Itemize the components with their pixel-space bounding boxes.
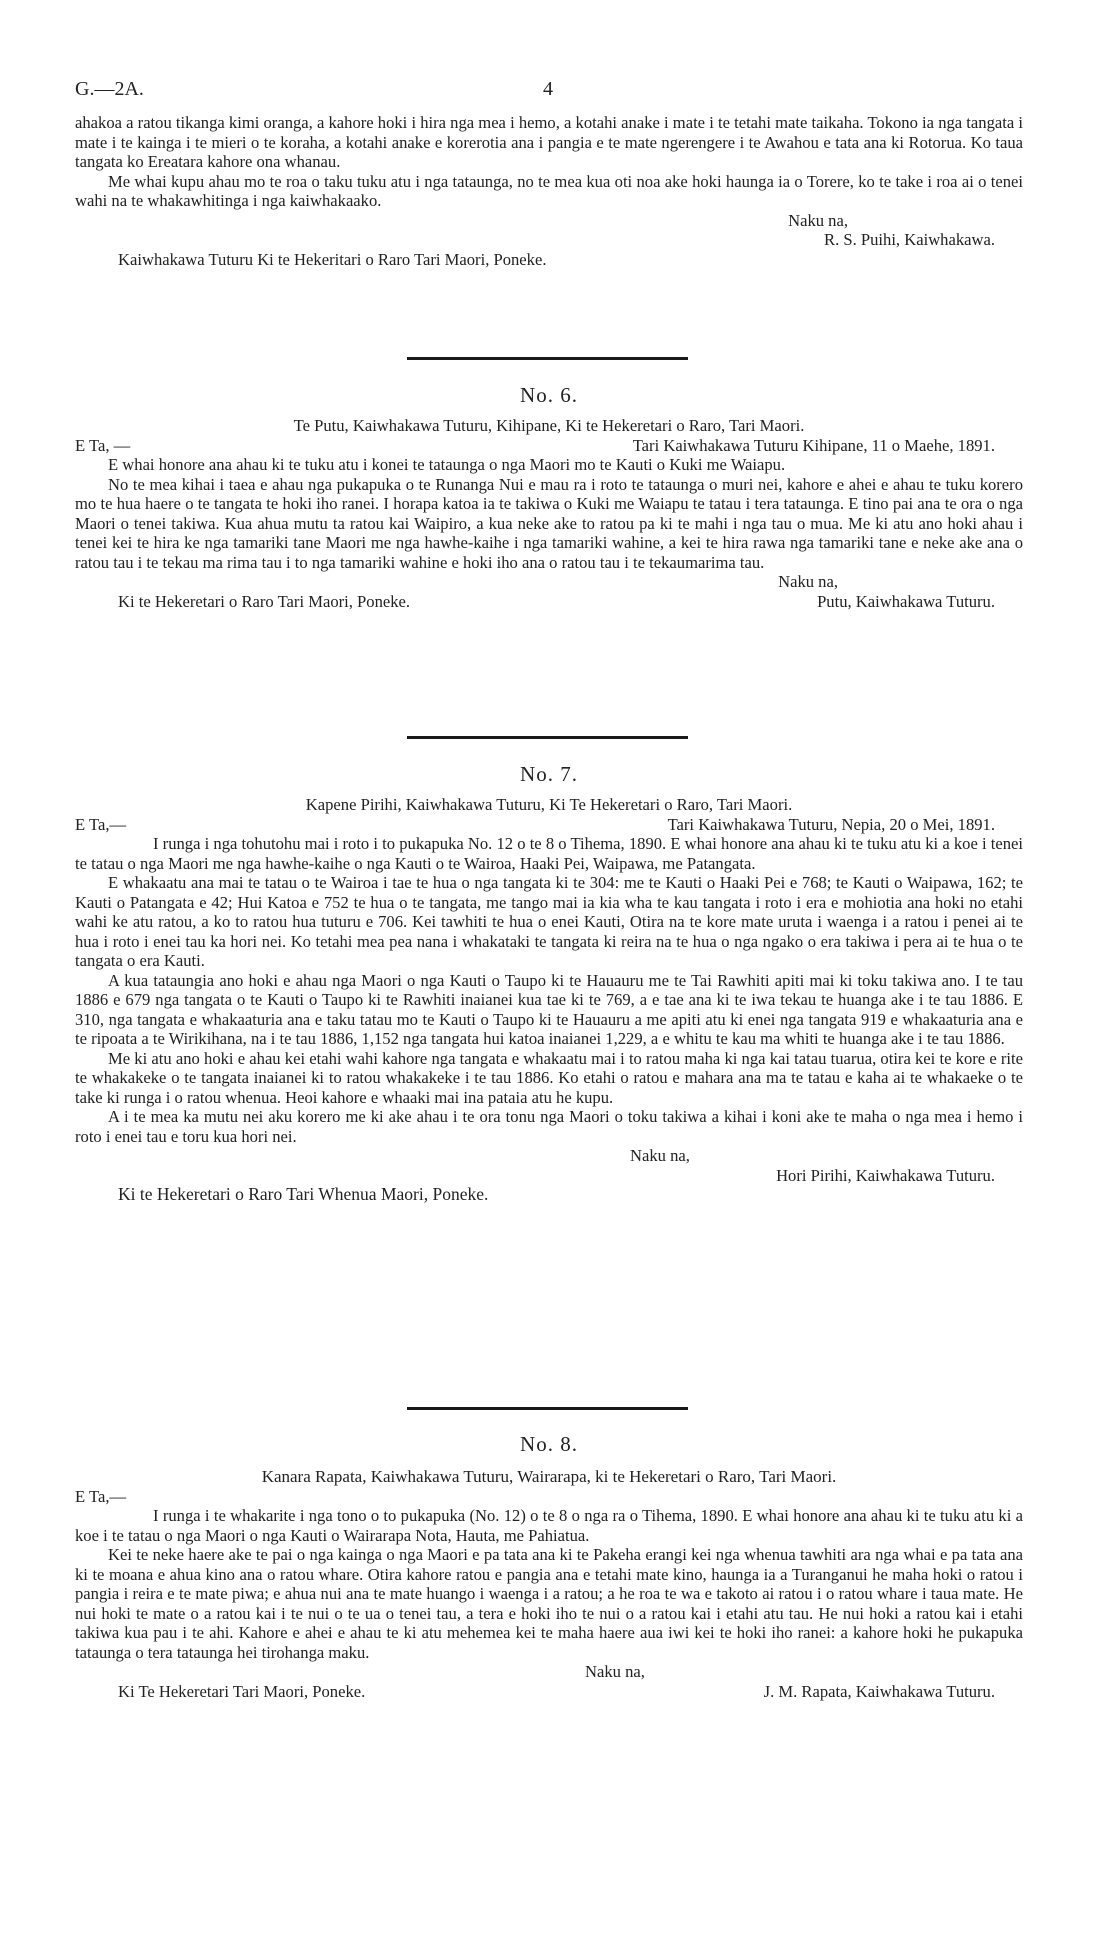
no7-closing: Naku na, [630, 1146, 690, 1165]
no8-section [75, 1467, 1023, 1701]
no6-section [75, 416, 1023, 611]
no7-from-line: Kapene Pirihi, Kaiwhakawa Tuturu, Ki Te Hekeretari o Raro, Tari Maori. [305, 795, 793, 814]
no7-paragraph-2: E whakaatu ana mai te tatau o te Wairoa i tae te hua o nga tangata ki te 304: me te Kauti o Haaki Pei e 768; te Kauti o Waipawa, 162; te Kauti o Patangata e 42; Hui Katoa e 752 te hua o te tangata, me tango mai ia kia wha te kau tangata i roto i era e mohiotia ana hoki no etahi wahi ke atu ratou, a ko to ratou hua tuturu e 706. Kei tawhiti te hua o enei Kauti, Otira na te kore mate uruta i waenga i a ratou i penei ai te hua i roto i enei tau ka hori nei. Ko tetahi mea pea nana i whakataki te tangata ki reira na te hua o nga ngako o era takiwa i pera ai te hua o te tangata o era Kauti. [75, 873, 1023, 970]
no7-paragraph-1: I runga i nga tohutohu mai i roto i to pukapuka No. 12 o te 8 o Tihema, 1890. E whai honore ana ahau ki te tuku atu ki a koe i tenei te tatau o nga Maori me nga hawhe-kaihe o nga Kauti o te Wairoa, Haaki Pei, Waipawa, me Patangata. [75, 834, 1023, 873]
no6-title: No. 6. [520, 383, 578, 407]
no8-salutation: E Ta,— [75, 1486, 127, 1506]
no7-salutation-row [75, 815, 1023, 835]
no8-closing: Naku na, [585, 1662, 645, 1681]
no6-addressee: Ki te Hekeretari o Raro Tari Maori, Poneke. [118, 591, 411, 611]
intro-addressee: Kaiwhakawa Tuturu Ki te Hekeritari o Raro Tari Maori, Poneke. [118, 249, 547, 269]
no6-salutation: E Ta, — [75, 435, 131, 455]
no7-paragraph-3: A kua tataungia ano hoki e ahau nga Maori o nga Kauti o Taupo ki te Hauauru me te Tai Rawhiti apiti mai ki toku takiwa ano. I te tau 1886 e 679 nga tangata o te Kauti o Taupo ki te Rawhiti inaianei kua tae ki te 769, a e tae ana ki te iwa tekau te huanga ake i te tau 1886. E 310, nga tangata e whakaaturia ana e taku tatau mo te Kauti o Taupo ki te Hauauru a me apiti atu ki enei nga tangata 919 e whakaaturia ana e te ripoata a te Wirikihana, na i te tau 1886, 1,152 nga tangata hui katoa inaianei 1,229, a e whitu te kau ma whiti te huanga ake i te tau 1886. [75, 970, 1023, 1048]
section-divider-1 [407, 357, 688, 360]
no7-dateline: Tari Kaiwhakawa Tuturu, Nepia, 20 o Mei, 1891. [667, 814, 995, 834]
no8-title: No. 8. [520, 1432, 578, 1456]
intro-paragraph-2: Me whai kupu ahau mo te roa o taku tuku atu i nga tataunga, no te mea kua oti noa ake hoki haunga ia o Torere, ko te take i roa ai o tenei wahi na te whakawhitinga i nga kaiwhakaako. [75, 171, 1023, 210]
no6-dateline: Tari Kaiwhakawa Tuturu Kihipane, 11 o Maehe, 1891. [632, 435, 995, 455]
page-number: 4 [543, 78, 553, 100]
no6-signer: Putu, Kaiwhakawa Tuturu. [817, 591, 995, 611]
document-reference: G.—2A. [75, 78, 144, 100]
no7-signer: Hori Pirihi, Kaiwhakawa Tuturu. [776, 1165, 995, 1185]
no7-salutation: E Ta,— [75, 814, 127, 834]
no6-paragraph-2: No te mea kihai i taea e ahau nga pukapuka o te Runanga Nui e mau ra i roto te tataunga o muri nei, kahore e ahei e ahau te tuku korero mo te hua haere o te tangata te hoki iho ranei. I horapa katoa ia te takiwa o Kuki me Waiapu te tatau i tera tataunga. E tino pai ana te ora o nga Maori o tenei takiwa. Kua ahua mutu ta ratou kai Waipiro, a kua neke ake to ratou pa ki te mahi i nga tau o mua. Me ki atu ano hoki ahau i tenei kei te hira ke nga tamariki tane Maori me nga hawhe-kaihe i nga tamariki wahine, a kei te hira rawa nga tamariki tane e neke ake ana o ratou tau i te tekau ma rima tau i to nga tamariki wahine e hoki iho ana o ratou tau i te tekaumarima tau. [75, 474, 1023, 572]
section-divider-3 [407, 1407, 688, 1410]
no8-paragraph-2: Kei te neke haere ake te pai o nga kainga o nga Maori e pa tata ana ki te Pakeha erangi kei nga whenua tawhiti ara nga whai e pa tata ana ki te moana e ahua kino ana o ratou whare. Otira kahore ratou e pangia ana e tetahi mate kino, haunga ia a Turanganui he maha hoki o ratou i pangia i reira e te mate piwa; e ahua nui ana te mate huango i waenga i a ratou; a he roa te wa e takoto ai ratou i o ratou whare i taua mate. He nui hoki te mate o a ratou kai i te nui o te ua o tenei tau, a tera e hoki iho te nui o a ratou kai i etahi atu tau. He nui hoki a ratou kai i etahi takiwa kua pau i te ahi. Kahore e ahei e ahau te ki atu mehemea kei te maha haere aua iwi kei te hoki iho ranei: a kahore hoki he pukapuka tataunga o tera tataunga hei tirohanga maku. [75, 1545, 1023, 1662]
no7-addressee: Ki te Hekeretari o Raro Tari Whenua Maori, Poneke. [118, 1184, 489, 1204]
no7-paragraph-4: Me ki atu ano hoki e ahau kei etahi wahi kahore nga tangata e whakaatu mai i to ratou maha ki nga kai tatau tuarua, otira kei te kore e rite te whakakeke o te tangata inaianei ki to ratou whakakeke i te tau 1886. Ko etahi o ratou e mahara ana ma te tatau e kaha ai te whakaeke o te take ki runga i o ratou whenua. Heoi kahore e whaaki mai ina pataia atu he kupu. [75, 1048, 1023, 1107]
no8-signer: J. M. Rapata, Kaiwhakawa Tuturu. [763, 1681, 995, 1701]
no8-paragraph-1: I runga i te whakarite i nga tono o to pukapuka (No. 12) o te 8 o nga ra o Tihema, 1890. E whai honore ana ahau ki te tuku atu ki a koe i te tatau o nga Maori o nga Kauti o Wairarapa Nota, Hauta, me Pahiatua. [75, 1506, 1023, 1545]
no6-closing: Naku na, [778, 572, 838, 591]
intro-section [75, 113, 1023, 269]
no6-from-line: Te Putu, Kaiwhakawa Tuturu, Kihipane, Ki te Hekeretari o Raro, Tari Maori. [293, 416, 805, 435]
no7-paragraph-5: A i te mea ka mutu nei aku korero me ki ake ahau i te ora tonu nga Maori o toku takiwa a kihai i koni ake te maha o nga mea i hemo i roto i enei tau e toru kua hori nei. [75, 1107, 1023, 1146]
no8-addressee: Ki Te Hekeretari Tari Maori, Poneke. [118, 1681, 366, 1701]
intro-paragraph-1: ahakoa a ratou tikanga kimi oranga, a kahore hoki i hira nga mea i hemo, a kotahi anake i mate i te tetahi mate taikaha. Tokono ia nga tangata i mate i te kainga i te mieri o te koraha, a kotahi anake e korerotia ana i pangia e te mate ngerengere i te Awahou e tata ana ki Rotorua. Ko taua tangata ko Ereatara kahore ona whanau. [75, 113, 1023, 171]
no6-paragraph-1: E whai honore ana ahau ki te tuku atu i konei te tataunga o nga Maori mo te Kauti o Kuki me Waiapu. [108, 455, 786, 474]
no6-salutation-row [75, 436, 1023, 456]
intro-signer: R. S. Puihi, Kaiwhakawa. [824, 230, 995, 249]
intro-closing: Naku na, [788, 210, 848, 230]
section-divider-2 [407, 736, 688, 739]
no8-from-line: Kanara Rapata, Kaiwhakawa Tuturu, Wairarapa, ki te Hekeretari o Raro, Tari Maori. [261, 1467, 837, 1486]
page-header [75, 78, 1023, 102]
no6-signature-row [75, 592, 1023, 612]
no7-section [75, 795, 1023, 1205]
no8-signature-row [75, 1682, 1023, 1702]
no7-title: No. 7. [520, 762, 578, 786]
